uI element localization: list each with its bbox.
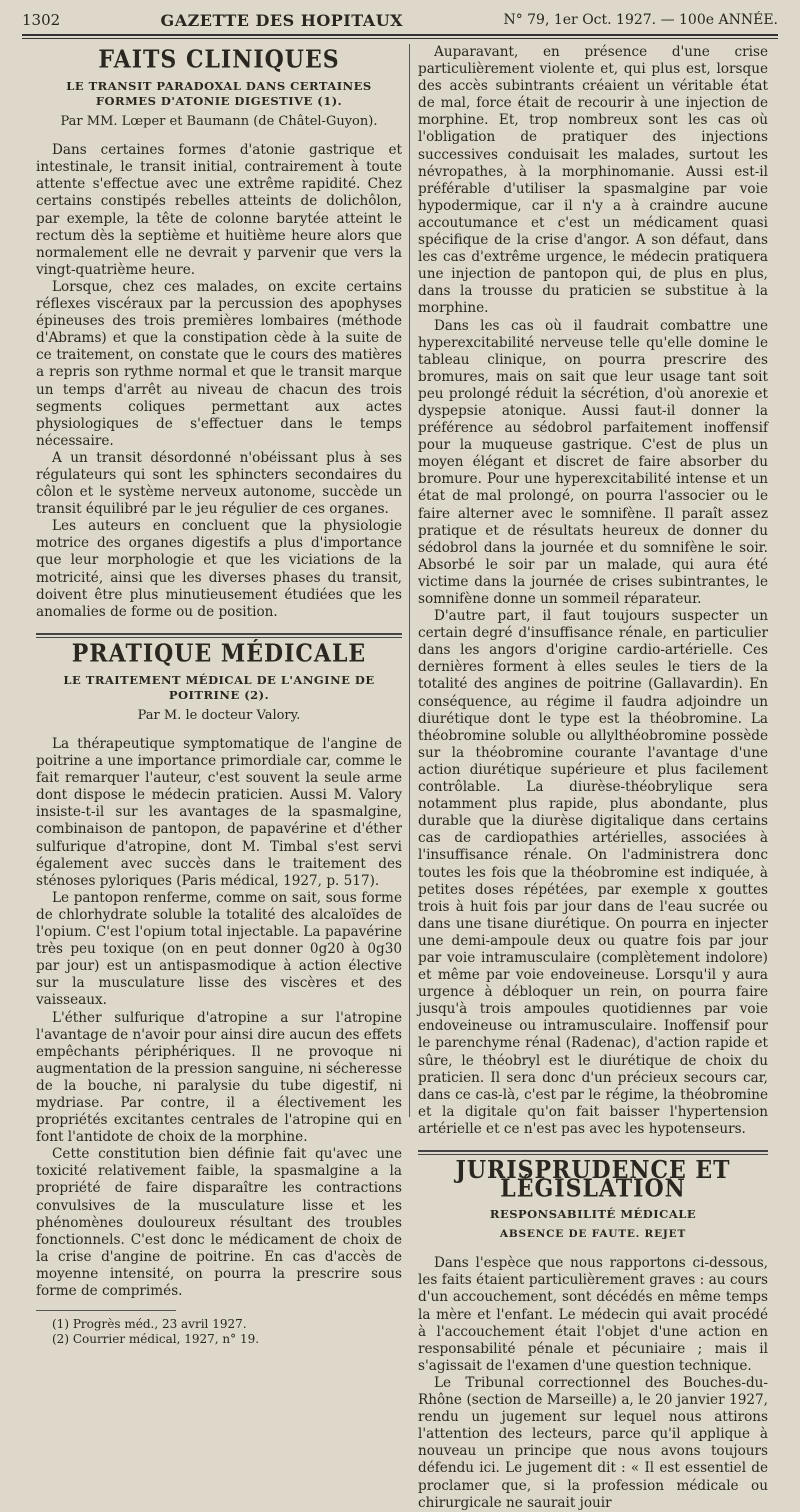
section-heading-faits-cliniques: FAITS CLINIQUES (98, 45, 340, 75)
paragraph: Dans les cas où il faudrait combattre une hyperexcitabilité nerveuse telle qu'elle domine le tableau clinique, on pourra prescrire des bromures, mais on sait que leur usage tant soit peu prolongé réduit la sécrétion, d'où anorexie et dyspepsie atonique. Aussi faut-il donner la préférence au sédobrol parfaitement inoffensif pour la muqueuse gastrique. C'est de plus un moyen élégant et discret de faire absorber du bromure. Pour une hyperexcitabilité intense et un état de mal prolongé, on pourra l'associer ou le faire alterner avec le somnifène. Il paraît assez pratique et de résultats heureux de donner du sédobrol dans la journée et du somnifène le soir. Absorbé le soir par un malade, qui aura été victime dans la journée de crises subintrantes, le somnifène donne un sommeil réparateur. (418, 317, 768, 607)
column-divider (409, 44, 410, 1117)
section-separator (418, 1150, 768, 1155)
left-column (36, 44, 402, 1347)
paragraph: Dans certaines formes d'atonie gastrique et intestinale, le transit initial, contrairement à toute attente s'effectue avec une extrême rapidité. Chez certains constipés rebelles atteints de dolichôlon, par exemple, la tête de colonne barytée atteint le rectum dès la septième et huitième heure alors que normalement elle ne devrait y parvenir que vers la vingt-quatrième heure. (36, 142, 402, 278)
paragraph: Dans l'espèce que nous rapportons ci-dessous, les faits étaient particulièrement graves : au cours d'un accouchement, sont décédés en même temps la mère et l'enfant. Le médecin qui avait procédé à l'accouchement était l'objet d'une action en responsabilité pénale et pécuniaire ; mais il s'agissait de l'examen d'une question technique. (418, 1255, 768, 1374)
footnote-rule (36, 1310, 176, 1311)
paragraph: D'autre part, il faut toujours suspecter un certain degré d'insuffisance rénale, en particulier dans les angors d'origine cardio-artérielle. Ces dernières forment à elles seules le tiers de la totalité des angines de poitrine (Gallavardin). En conséquence, au régime il faudra adjoindre un diurétique dont le type est la théobromine. La théobromine soluble ou allylthéobromine possède sur la théobromine courante l'avantage d'une action diurétique supérieure et plus facilement contrôlable. La diurèse-théobrylique sera notamment plus rapide, plus abondante, plus durable que la diurèse digitalique dans certains cas de cardiopathies artérielles, associées à l'insuffisance rénale. On l'administrera donc toutes les fois que la théobromine est indiquée, à petites doses répétées, par exemple x gouttes trois à huit fois par jour dans de l'eau sucrée ou dans une tisane diurétique. On pourra en injecter une demi-ampoule deux ou quatre fois par jour par voie intramusculaire (complètement indolore) et même par voie endoveineuse. Lorsqu'il y aura urgence à débloquer un rein, on pourra faire jusqu'à trois ampoules quotidiennes par voie endoveineuse ou intramusculaire. Inoffensif pour le parenchyme rénal (Radenac), d'action rapide et sûre, le théobryl est le diurétique de choix du praticien. Il sera donc d'un précieux secours car, dans ce cas-là, c'est par le régime, la théobromine et la digitale qu'on fait baisser l'hypertension artérielle et ce n'est pas avec les hypotenseurs. (418, 608, 768, 1137)
article-subtitle-responsabilite: ABSENCE DE FAUTE. REJET (499, 1228, 687, 1241)
page-number: 1302 (22, 11, 61, 29)
header-rule-thin (22, 38, 778, 39)
article-byline-transit: Par MM. Lœper et Baumann (de Châtel-Guyon). (60, 114, 378, 130)
section-heading-jurisprudence: JURISPRUDENCE ET LÉGISLATION (455, 1155, 731, 1204)
article-title-responsabilite: RESPONSABILITÉ MÉDICALE (489, 1207, 697, 1222)
paragraph: Lorsque, chez ces malades, on excite certains réflexes viscéraux par la percussion des apophyses épineuses des trois premières lombaires (méthode d'Abrams) et que la constipation cède à la suite de ce traitement, on constate que le cours des matières a repris son rythme normal et que le transit marque un temps d'arrêt au niveau de chacun des trois segments coliques permettant aux actes physiologiques de s'effectuer dans le temps nécessaire. (36, 278, 402, 449)
section-separator (36, 633, 402, 638)
header-rule (22, 34, 778, 36)
paragraph: Le Tribunal correctionnel des Bouches-du-Rhône (section de Marseille) a, le 20 janvier 1927, rendu un jugement sur lequel nous attirons l'attention des lecteurs, parce qu'il applique à nouveau un principe que nous avons toujours défendu ici. Le jugement dit : « Il est essentiel de proclamer que, si la profession médicale ou chirurgicale ne saurait jouir (418, 1374, 768, 1511)
paragraph: A un transit désordonné n'obéissant plus à ses régulateurs qui sont les sphincters secondaires du côlon et le système nerveux autonome, succède un transit équilibré par le jeu régulier de ces organes. (36, 449, 402, 518)
right-column (418, 44, 768, 1511)
article-title-transit: LE TRANSIT PARADOXAL DANS CERTAINES FORMES D'ATONIE DIGESTIVE (1). (66, 79, 372, 109)
paragraph: L'éther sulfurique d'atropine a sur l'atropine l'avantage de n'avoir pour ainsi dire aucun des effets empêchants périphériques. Il ne provoque ni augmentation de la pression sanguine, ni sécheresse de la bouche, ni paralysie du tube digestif, ni mydriase. Par contre, il a électivement les propriétés excitantes centrales de l'atropine qui en font l'antidote de choix de la morphine. (36, 1009, 402, 1146)
paragraph: Auparavant, en présence d'une crise particulièrement violente et, qui plus est, lorsque des accès subintrants créaient un véritable état de mal, force était de recourir à une injection de morphine. Et, trop nombreux sont les cas où l'obligation de pratiquer des injections successives conduisait les malades, surtout les névropathes, à la morphinomanie. Aussi est-il préférable d'utiliser la spasmalgine par voie hypodermique, car il n'y a à craindre aucune accoutumance et c'est un médicament quasi spécifique de la crise d'angor. A son défaut, dans les cas d'extrême urgence, le médecin pratiquera une injection de pantopon qui, de plus en plus, dans la trousse du praticien se substitue à la morphine. (418, 44, 768, 317)
footnote: (2) Courrier médical, 1927, n° 19. (52, 1332, 260, 1347)
paragraph: Le pantopon renferme, comme on sait, sous forme de chlorhydrate soluble la totalité des alcaloïdes de l'opium. C'est l'opium total injectable. La papavérine très peu toxique (on en peut donner 0g20 à 0g30 par jour) est un antispasmodique à action élective sur la musculature lisse des viscères et des vaisseaux. (36, 889, 402, 1009)
paragraph: Cette constitution bien définie fait qu'avec une toxicité relativement faible, la spasmalgine a la propriété de faire disparaître les contractions convulsives de la musculature lisse et les phénomènes douloureux résultant des troubles fonctionnels. C'est donc le médicament de choix de la crise d'angine de poitrine. En cas d'accès de moyenne intensité, on pourra la prescrire sous forme de comprimés. (36, 1146, 402, 1299)
article-title-angine: LE TRAITEMENT MÉDICAL DE L'ANGINE DE POITRINE (2). (63, 672, 375, 702)
article-byline-angine: Par M. le docteur Valory. (137, 707, 301, 723)
issue-info: N° 79, 1er Oct. 1927. — 100e ANNÉE. (503, 12, 778, 28)
paragraph: La thérapeutique symptomatique de l'angine de poitrine a une importance primordiale car, comme le fait remarquer l'auteur, c'est souvent la seule arme dont dispose le médecin praticien. Aussi M. Valory insiste-t-il sur les avantages de la spasmalgine, combinaison de pantopon, de papavérine et d'éther sulfurique d'atropine, dont M. Timbal s'est servi également avec succès dans le traitement des sténoses pyloriques (Paris médical, 1927, p. 517). (36, 736, 402, 889)
journal-title: GAZETTE DES HOPITAUX (160, 10, 404, 30)
running-header (22, 8, 778, 32)
paragraph: Les auteurs en concluent que la physiologie motrice des organes digestifs a plus d'importance que leur morphologie et que les viciations de la motricité, ainsi que les diverses phases du transit, doivent être plus minutieusement étudiées que les anomalies de forme ou de position. (36, 518, 402, 620)
section-heading-pratique-medicale: PRATIQUE MÉDICALE (71, 639, 367, 669)
footnote: (1) Progrès méd., 23 avril 1927. (52, 1317, 247, 1332)
